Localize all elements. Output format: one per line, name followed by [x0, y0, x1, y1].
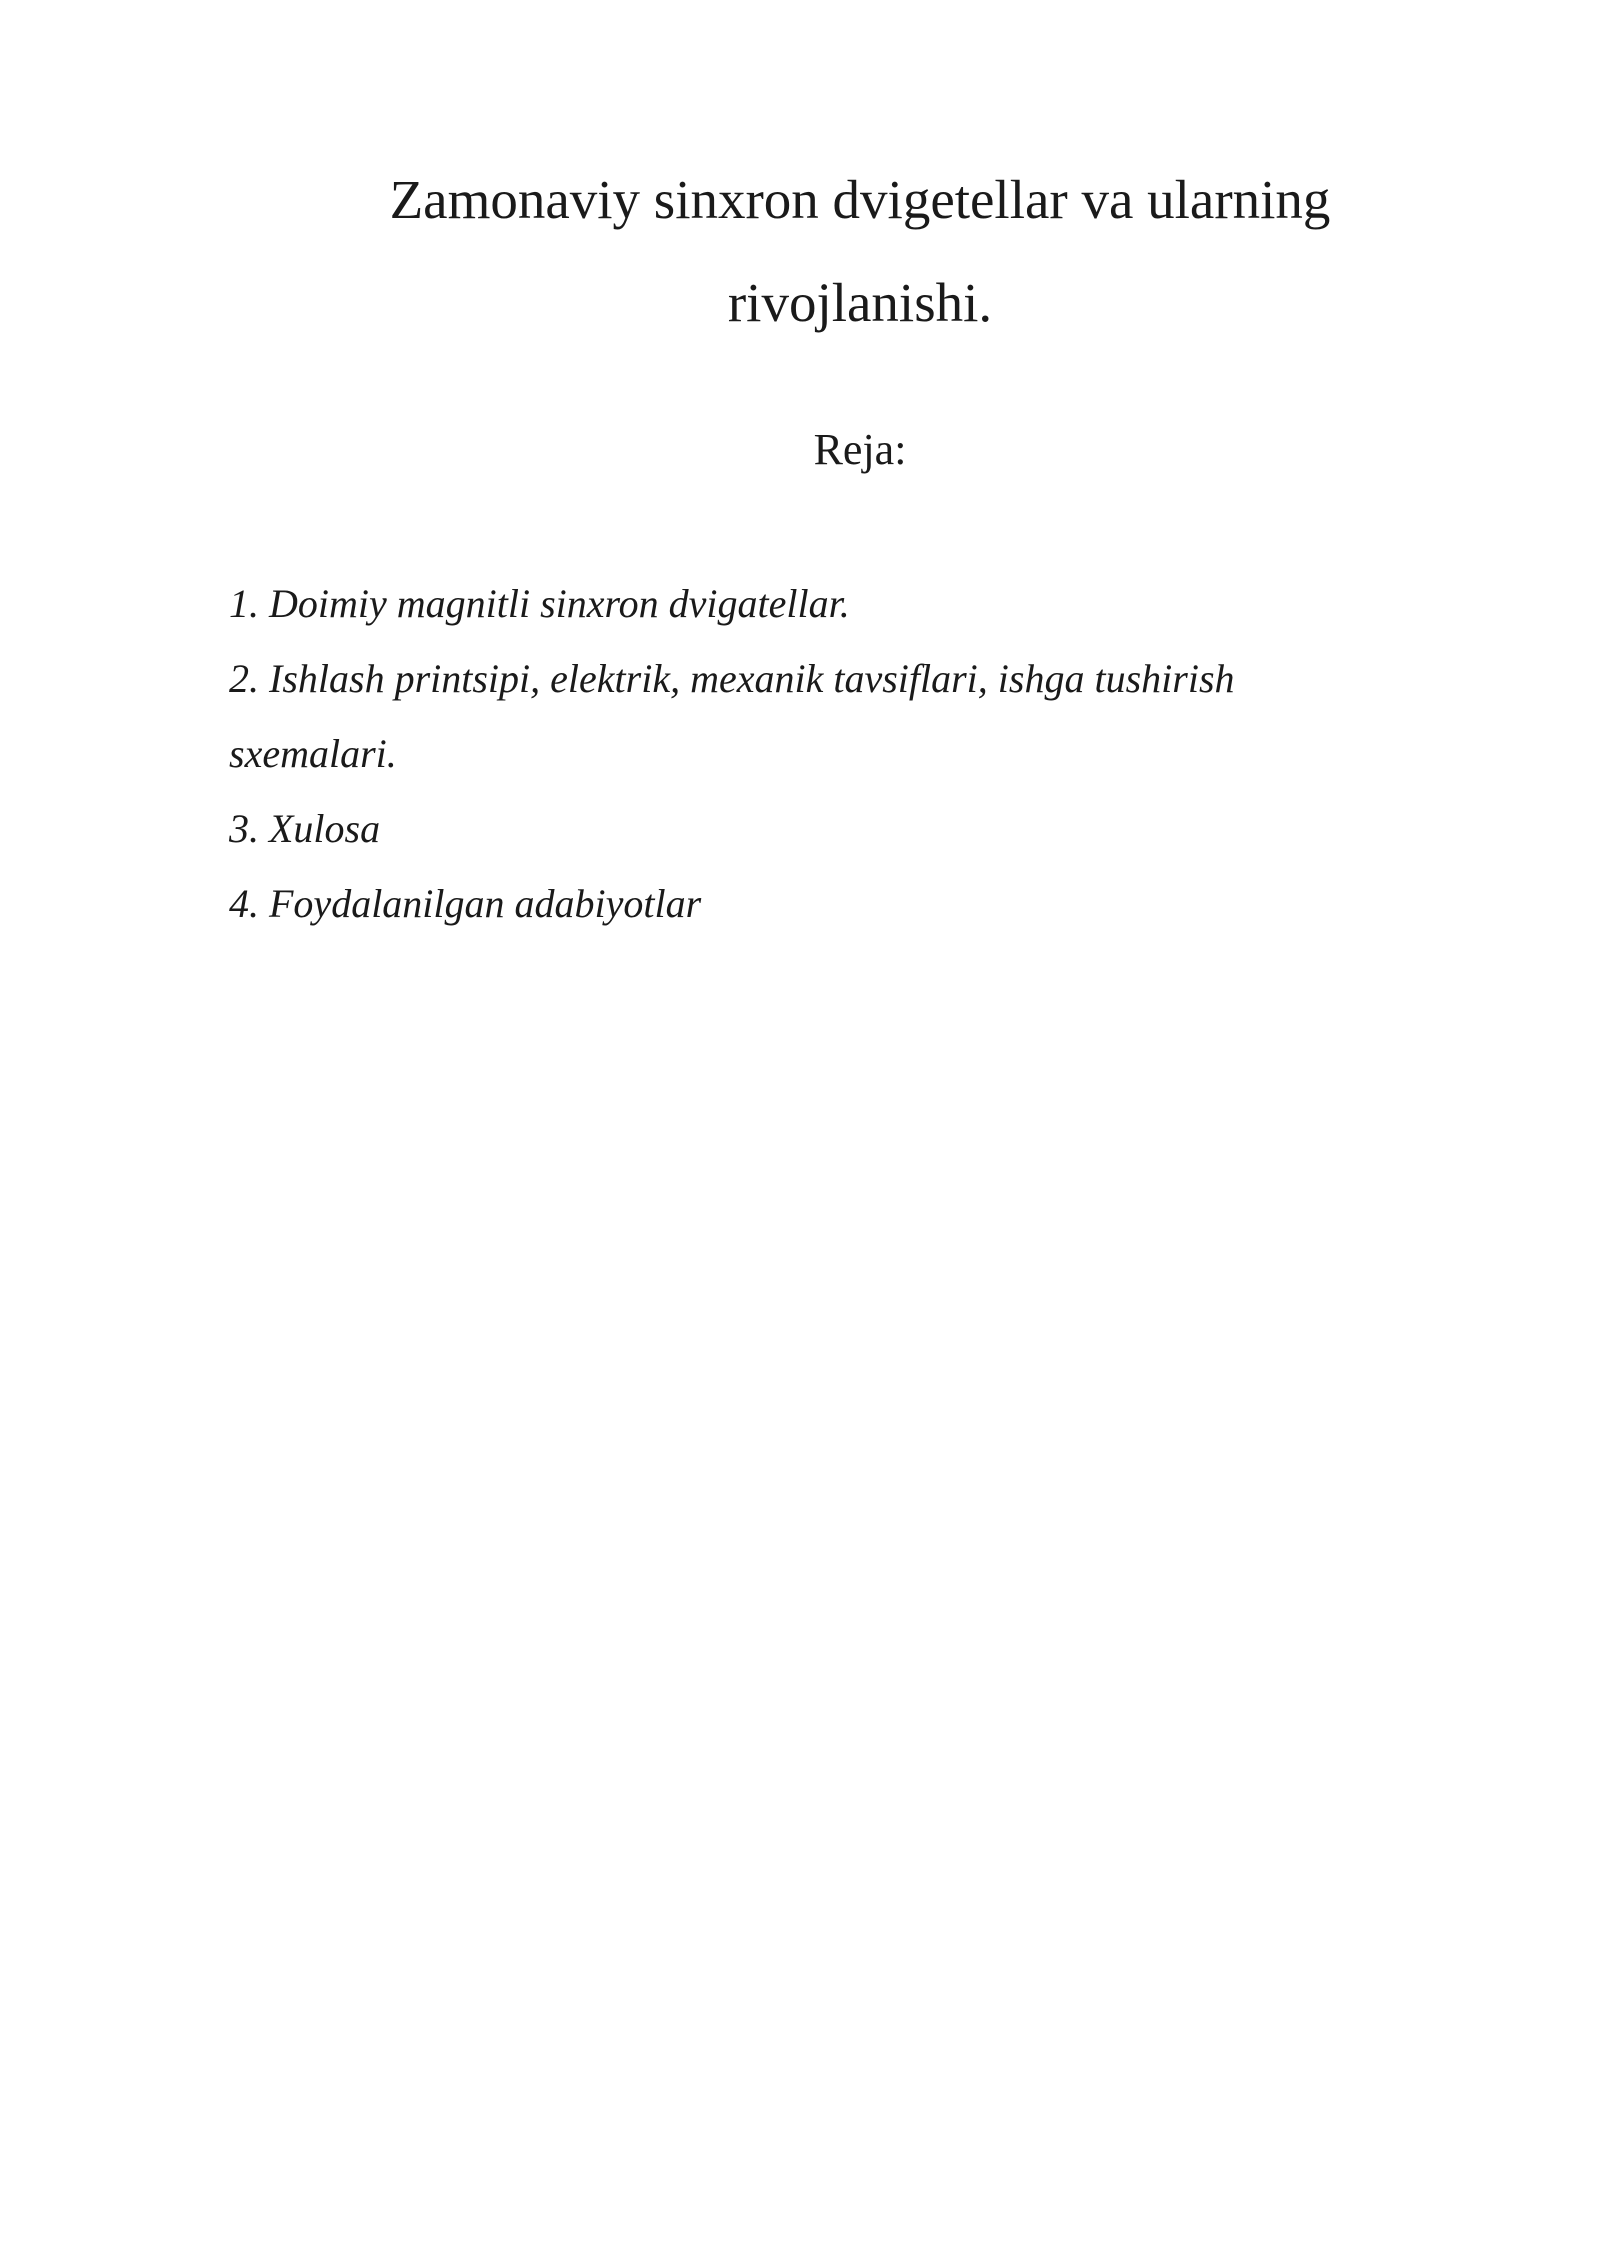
- document-title-line-1: Zamonaviy sinxron dvigetellar va ularning: [389, 169, 1331, 230]
- plan-item-text: Xulosa: [269, 806, 381, 851]
- document-title: [330, 148, 1390, 354]
- document-title-line-2: rivojlanishi.: [727, 272, 993, 333]
- plan-item-text: Foydalanilgan adabiyotlar: [269, 881, 702, 926]
- plan-item-text: Ishlash printsipi, elektrik, mexanik tavsiflari, ishga tushirish: [269, 656, 1235, 701]
- plan-item-text-continuation: sxemalari.: [229, 731, 397, 776]
- plan-item-2: [229, 641, 1349, 791]
- plan-item-3: [229, 791, 1349, 866]
- plan-item-number: 3.: [229, 806, 259, 851]
- plan-heading: Reja:: [813, 425, 907, 474]
- plan-item-text: Doimiy magnitli sinxron dvigatellar.: [269, 581, 850, 626]
- plan-item-number: 4.: [229, 881, 259, 926]
- plan-list: [229, 566, 1349, 941]
- plan-item-number: 2.: [229, 656, 259, 701]
- plan-item-1: [229, 566, 1349, 641]
- plan-item-4: [229, 866, 1349, 941]
- plan-item-number: 1.: [229, 581, 259, 626]
